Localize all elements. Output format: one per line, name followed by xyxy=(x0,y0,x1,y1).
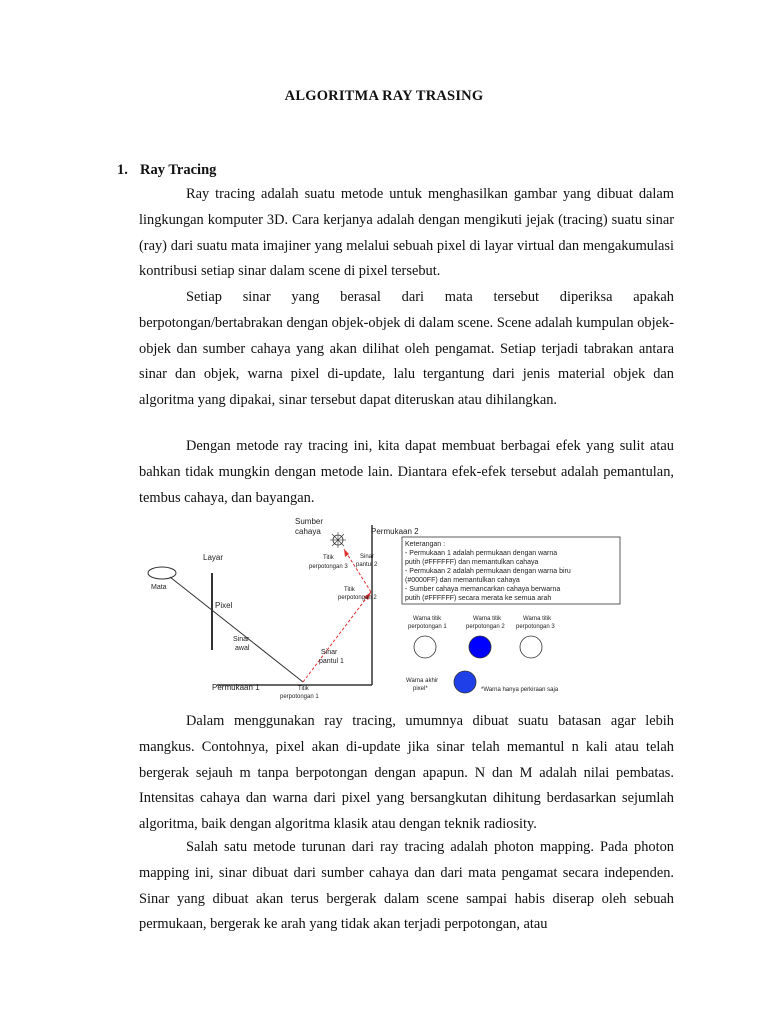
warna-3-swatch xyxy=(520,636,542,658)
ray-tracing-diagram xyxy=(135,515,632,705)
keterangan-line-3: putih (#FFFFFF) dan memantulkan cahaya xyxy=(405,559,539,566)
warna-akhir-swatch xyxy=(454,671,476,693)
layar-label: Layar xyxy=(203,553,224,562)
sinar-pantul-1-label-a: Sinar xyxy=(321,649,338,656)
titik-2-label-a: Titik xyxy=(344,587,355,593)
cahaya-label: cahaya xyxy=(295,527,321,536)
warna-3-label-b: perpotongan 3 xyxy=(516,624,555,630)
catatan-label: *Warna hanya perkiraan saja xyxy=(481,687,559,693)
sinar-pantul-1-ray xyxy=(303,592,371,682)
warna-1-swatch xyxy=(414,636,436,658)
sinar-awal-label-b: awal xyxy=(235,645,250,652)
warna-2-label-a: Warna titik xyxy=(473,616,502,622)
titik-3-label-b: perpotongan 3 xyxy=(309,564,348,570)
titik-1-label-b: perpotongan 1 xyxy=(280,694,319,700)
pixel-label: Pixel xyxy=(215,601,233,610)
sinar-awal-ray xyxy=(170,577,303,682)
warna-akhir-label-a: Warna akhir xyxy=(406,678,439,684)
mata-label: Mata xyxy=(151,584,167,591)
section-heading xyxy=(117,162,216,179)
paragraph-3: Dengan metode ray tracing ini, kita dapat membuat berbagai efek yang sulit atau bahkan tidak mungkin dengan metode lain. Diantara efek-efek tersebut adalah pemantulan, tembus cahaya, dan bayangan. xyxy=(139,438,674,506)
sun-icon xyxy=(330,532,346,548)
eye-icon xyxy=(148,567,176,579)
paragraph-1: Ray tracing adalah suatu metode untuk menghasilkan gambar yang dibuat dalam lingkungan komputer 3D. Cara kerjanya adalah dengan mengikuti jejak (tracing) suatu sinar (ray) dari suatu mata imajiner yang melalui sebuah pixel di layar virtual dan mengakumulasi kontribusi setiap sinar dalam scene di pixel tersebut. xyxy=(139,186,674,280)
keterangan-line-1: Keterangan : xyxy=(405,541,446,548)
keterangan-line-7: putih (#FFFFFF) secara merata ke semua arah xyxy=(405,595,552,602)
permukaan-1-label: Permukaan 1 xyxy=(212,683,260,692)
keterangan-line-2: - Permukaan 1 adalah permukaan dengan warna xyxy=(405,550,558,557)
section-number: 1. xyxy=(117,162,128,178)
titik-2-label-b: perpotongan 2 xyxy=(338,595,377,601)
permukaan-2-label: Permukaan 2 xyxy=(371,527,419,536)
warna-1-label-b: perpotongan 1 xyxy=(408,624,447,630)
section-title: Ray Tracing xyxy=(140,162,217,178)
sinar-pantul-2-label-a: Sinar xyxy=(360,554,375,560)
keterangan-line-4: - Permukaan 2 adalah permukaan dengan warna biru xyxy=(405,568,571,575)
document-title: ALGORITMA RAY TRASING xyxy=(284,88,484,104)
titik-1-label-a: Titik xyxy=(298,686,309,692)
paragraph-2: Setiap sinar yang berasal dari mata tersebut diperiksa apakah berpotongan/bertabrakan dengan objek-objek di dalam scene. Scene adalah kumpulan objek-objek dan sumber cahaya yang akan dilihat oleh pengamat. Setiap terjadi tabrakan antara sinar dan objek, warna pixel di-update, lalu tergantung dari jenis material objek dan algoritma yang dipakai, sinar tersebut dapat diteruskan atau dihilangkan. xyxy=(139,289,674,409)
warna-1-label-a: Warna titik xyxy=(413,616,442,622)
keterangan-line-5: (#0000FF) dan memantulkan cahaya xyxy=(405,577,520,584)
sumber-label: Sumber xyxy=(295,517,324,526)
sinar-pantul-1-label-b: pantul 1 xyxy=(319,658,344,665)
warna-3-label-a: Warna titik xyxy=(523,616,552,622)
sinar-awal-label-a: Sinar xyxy=(233,636,250,643)
sinar-pantul-2-label-b: pantul 2 xyxy=(356,562,378,568)
warna-akhir-label-b: pixel* xyxy=(413,686,428,692)
warna-2-label-b: perpotongan 2 xyxy=(466,624,505,630)
keterangan-line-6: - Sumber cahaya memancarkan cahaya berwarna xyxy=(405,586,561,593)
diagram-svg xyxy=(135,515,632,705)
paragraph-4: Dalam menggunakan ray tracing, umumnya dibuat suatu batasan agar lebih mangkus. Contohnya, pixel akan di-update jika sinar telah memantul n kali atau telah bergerak sejauh m tanpa berpotongan dengan apapun. N dan M adalah nilai pembatas. Intensitas cahaya dan warna dari pixel yang bersangkutan dihitung berdasarkan sejumlah algoritma, baik dengan algoritma klasik atau dengan teknik radiosity. xyxy=(139,713,674,833)
titik-3-label-a: Titik xyxy=(323,555,334,561)
paragraph-5: Salah satu metode turunan dari ray tracing adalah photon mapping. Pada photon mapping ini, sinar dibuat dari sumber cahaya dan dari mata pengamat secara independen. Sinar yang dibuat akan terus bergerak dalam scene sampai habis diserap oleh sebuah permukaan, bergerak ke arah yang tidak akan terjadi perpotongan, atau xyxy=(139,839,674,933)
warna-2-swatch xyxy=(469,636,491,658)
